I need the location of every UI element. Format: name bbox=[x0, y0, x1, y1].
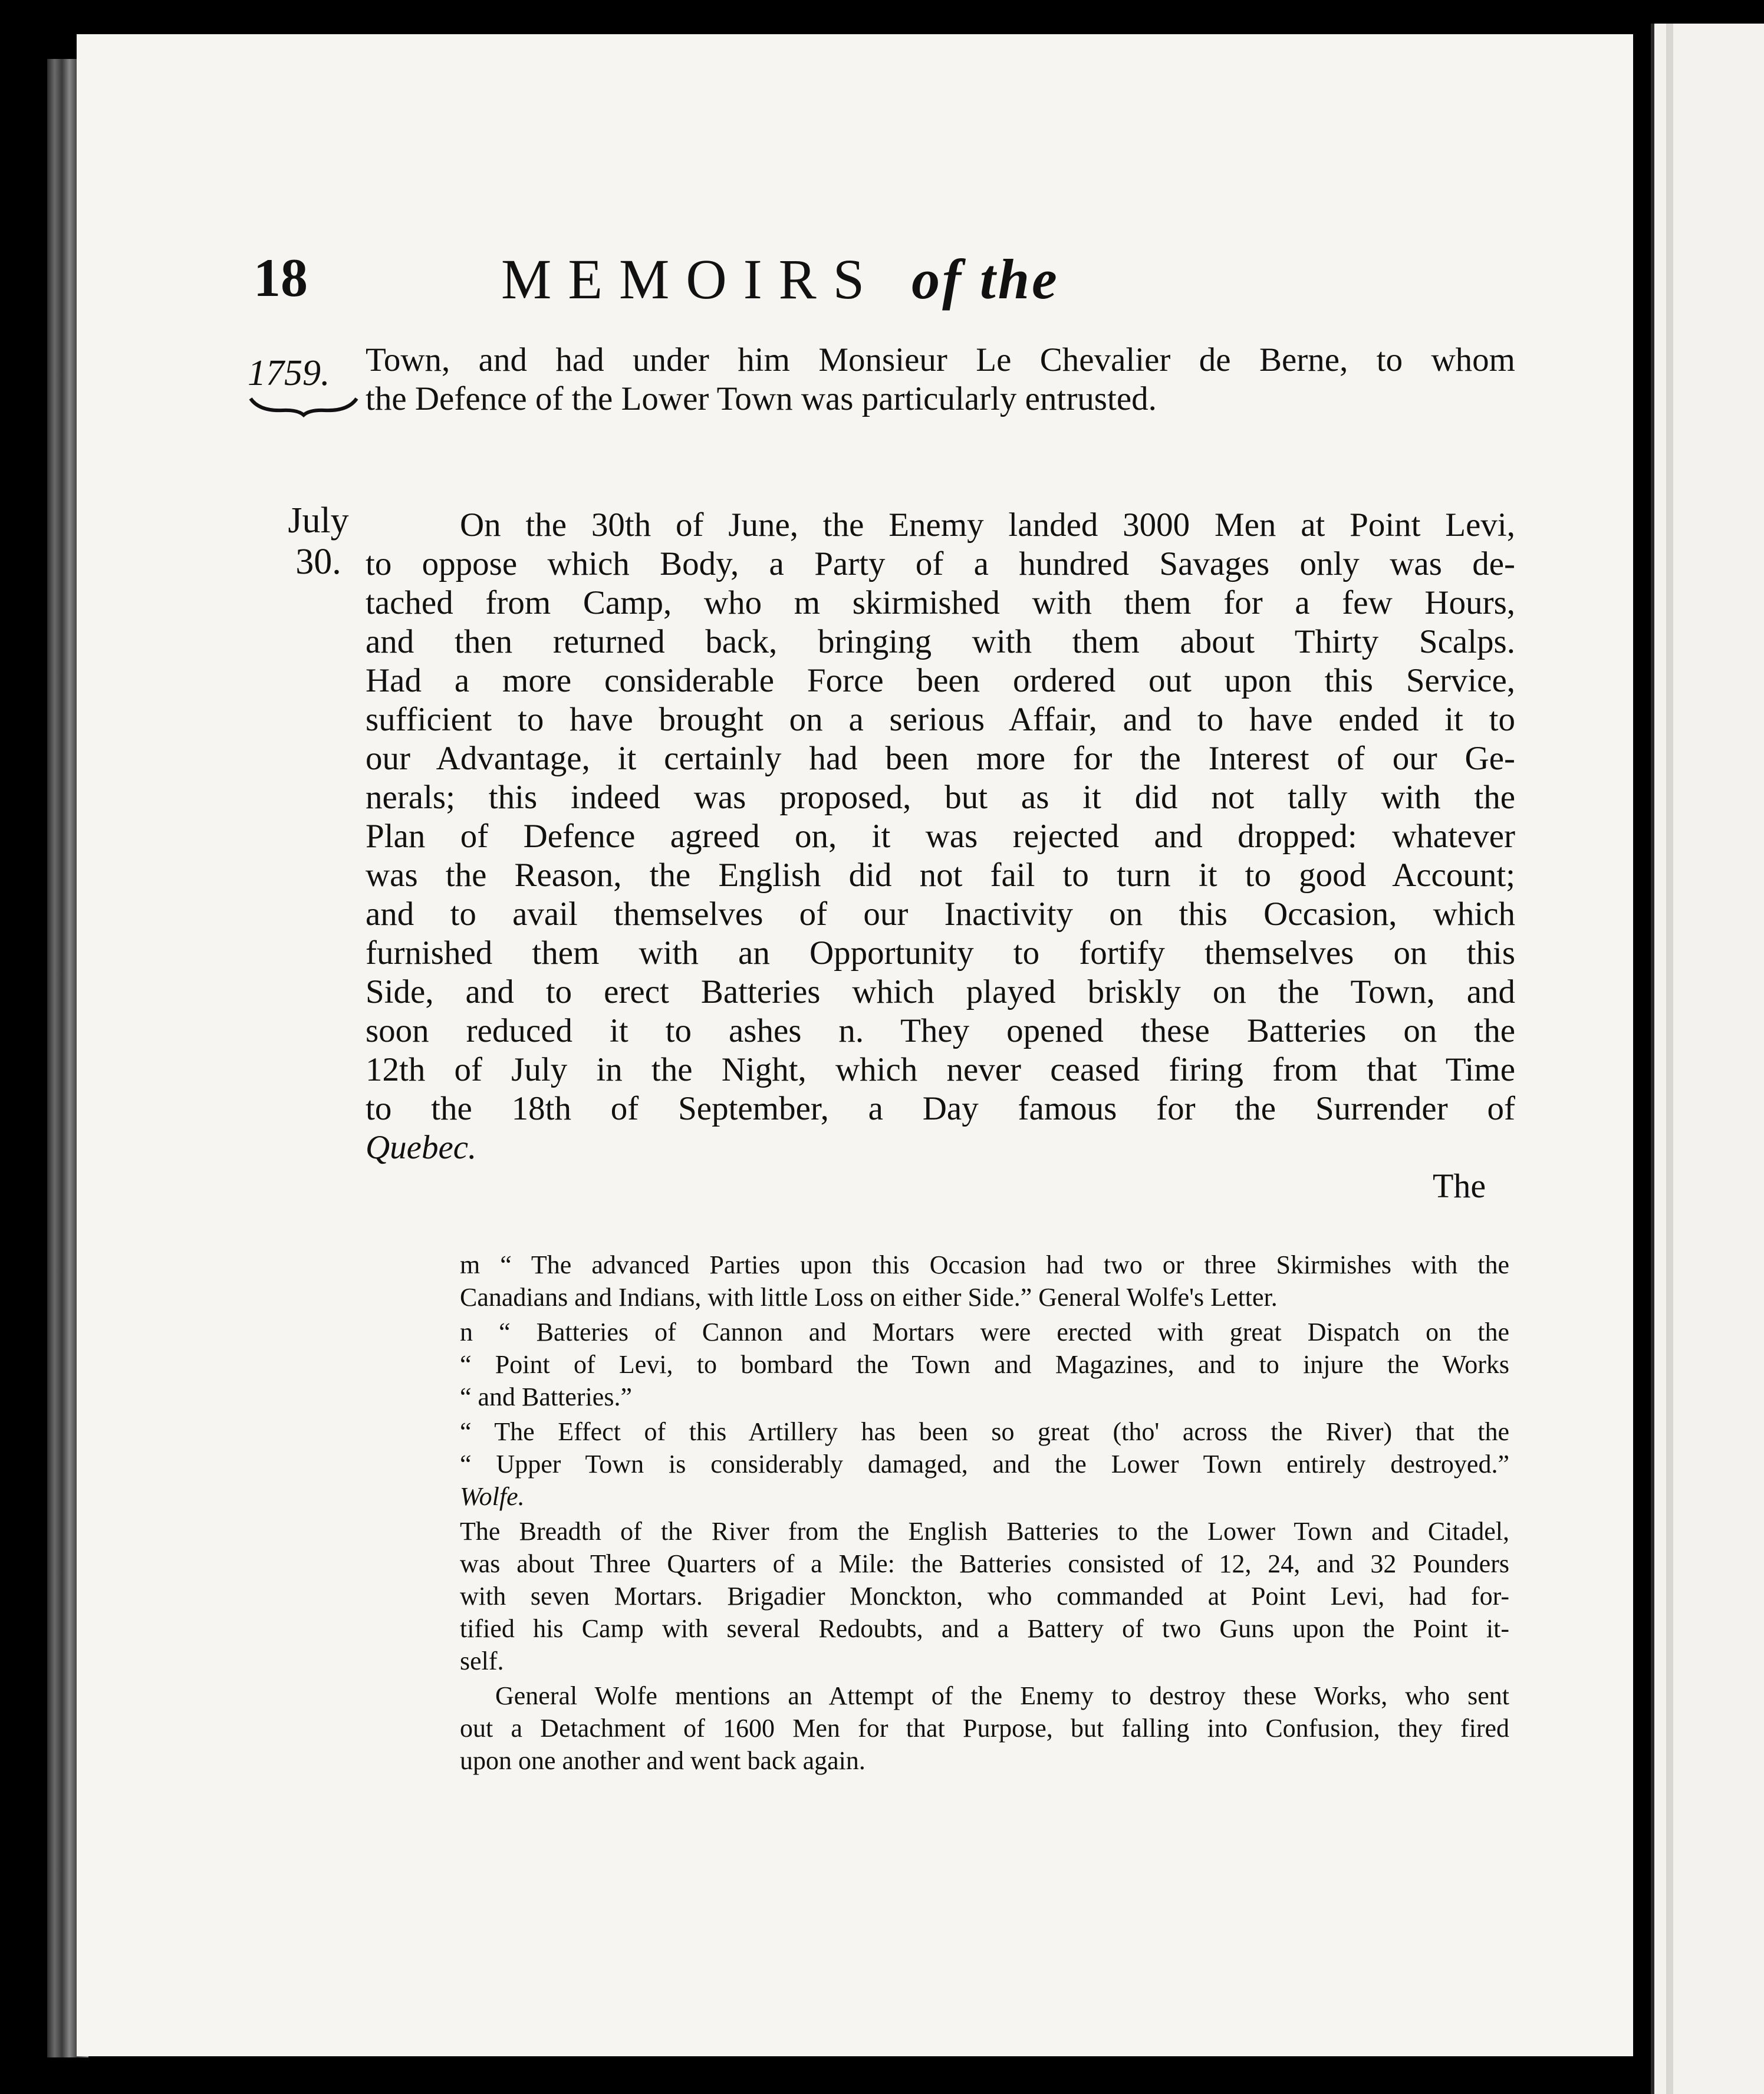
text-line: was the Reason, the English did not fail to turn it to good Account; bbox=[366, 857, 1515, 894]
text-line: Town, and had under him Monsieur Le Chevalier de Berne, to whom bbox=[366, 341, 1515, 378]
footnote-line: n “ Batteries of Cannon and Mortars were erected with great Dispatch on the bbox=[460, 1318, 1509, 1346]
paragraph-1 bbox=[366, 341, 1515, 419]
footnote-line: Canadians and Indians, with little Loss on either Side.” General Wolfe's Letter. bbox=[460, 1283, 1278, 1312]
text-line: Quebec. bbox=[366, 1129, 477, 1166]
text-line: and to avail themselves of our Inactivity on this Occasion, which bbox=[366, 895, 1515, 933]
text-line: sufficient to have brought on a serious Affair, and to have ended it to bbox=[366, 701, 1515, 738]
footnotes bbox=[460, 1249, 1509, 1779]
footnote-line: tified his Camp with several Redoubts, and a Battery of two Guns upon the Point it- bbox=[460, 1614, 1509, 1643]
running-head-main: MEMOIRS bbox=[501, 248, 881, 311]
text-line: Side, and to erect Batteries which played briskly on the Town, and bbox=[366, 973, 1515, 1010]
book-page bbox=[77, 34, 1633, 2056]
text-line: tached from Camp, who m skirmished with them for a few Hours, bbox=[366, 584, 1515, 621]
text-line: On the 30th of June, the Enemy landed 3000 Men at Point Levi, bbox=[460, 506, 1515, 544]
footnote-line: The Breadth of the River from the English Batteries to the Lower Town and Citadel, bbox=[460, 1517, 1509, 1546]
footnote-line: “ The Effect of this Artillery has been so great (tho' across the River) that the bbox=[460, 1417, 1509, 1446]
text-line: Plan of Defence agreed on, it was rejected and dropped: whatever bbox=[366, 818, 1515, 855]
text-line: furnished them with an Opportunity to fortify themselves on this bbox=[366, 934, 1515, 972]
text-line: soon reduced it to ashes n. They opened these Batteries on the bbox=[366, 1012, 1515, 1049]
text-line: to the 18th of September, a Day famous for the Surrender of bbox=[366, 1090, 1515, 1127]
text-line: 12th of July in the Night, which never ceased firing from that Time bbox=[366, 1051, 1515, 1088]
footnote-line: with seven Mortars. Brigadier Monckton, who commanded at Point Levi, had for- bbox=[460, 1582, 1509, 1611]
footnote-breadth bbox=[460, 1515, 1509, 1677]
footnote-line: General Wolfe mentions an Attempt of the Enemy to destroy these Works, who sent bbox=[495, 1681, 1509, 1710]
footnote-line: was about Three Quarters of a Mile: the Batteries consisted of 12, 24, and 32 Pounders bbox=[460, 1549, 1509, 1578]
catchword: The bbox=[1433, 1167, 1486, 1205]
text-line: and then returned back, bringing with them about Thirty Scalps. bbox=[366, 623, 1515, 660]
brace-icon bbox=[248, 394, 360, 417]
margin-year: 1759. bbox=[248, 353, 330, 393]
text-line: Had a more considerable Force been ordered out upon this Service, bbox=[366, 662, 1515, 699]
text-line: our Advantage, it certainly had been more for the Interest of our Ge- bbox=[366, 740, 1515, 777]
text-line: to oppose which Body, a Party of a hundred Savages only was de- bbox=[366, 545, 1515, 582]
footnote-n-continued bbox=[460, 1415, 1509, 1513]
text-line: the Defence of the Lower Town was particularly entrusted. bbox=[366, 380, 1157, 417]
footnote-line: “ Point of Levi, to bombard the Town and Magazines, and to injure the Works bbox=[460, 1350, 1509, 1379]
footnote-line: m “ The advanced Parties upon this Occasion had two or three Skirmishes with the bbox=[460, 1250, 1509, 1279]
footnote-m bbox=[460, 1249, 1509, 1313]
paragraph-2 bbox=[366, 506, 1515, 1167]
margin-month: July bbox=[288, 501, 349, 541]
margin-day: 30. bbox=[295, 542, 341, 582]
footnote-general bbox=[460, 1680, 1509, 1777]
footnote-n bbox=[460, 1316, 1509, 1413]
running-head bbox=[501, 246, 1059, 312]
footnote-line: self. bbox=[460, 1647, 504, 1675]
footnote-line: “ and Batteries.” bbox=[460, 1382, 632, 1411]
page-number: 18 bbox=[254, 248, 308, 308]
footnote-line: “ Upper Town is considerably damaged, and the Lower Town entirely destroyed.” bbox=[460, 1450, 1509, 1479]
footnote-line: Wolfe. bbox=[460, 1482, 525, 1511]
footnote-line: upon one another and went back again. bbox=[460, 1746, 865, 1775]
margin-date bbox=[271, 500, 366, 582]
facing-page-edge bbox=[1651, 24, 1764, 2094]
footnote-line: out a Detachment of 1600 Men for that Purpose, but falling into Confusion, they fired bbox=[460, 1714, 1509, 1743]
running-head-tail: of the bbox=[911, 248, 1059, 311]
text-line: nerals; this indeed was proposed, but as it did not tally with the bbox=[366, 779, 1515, 816]
